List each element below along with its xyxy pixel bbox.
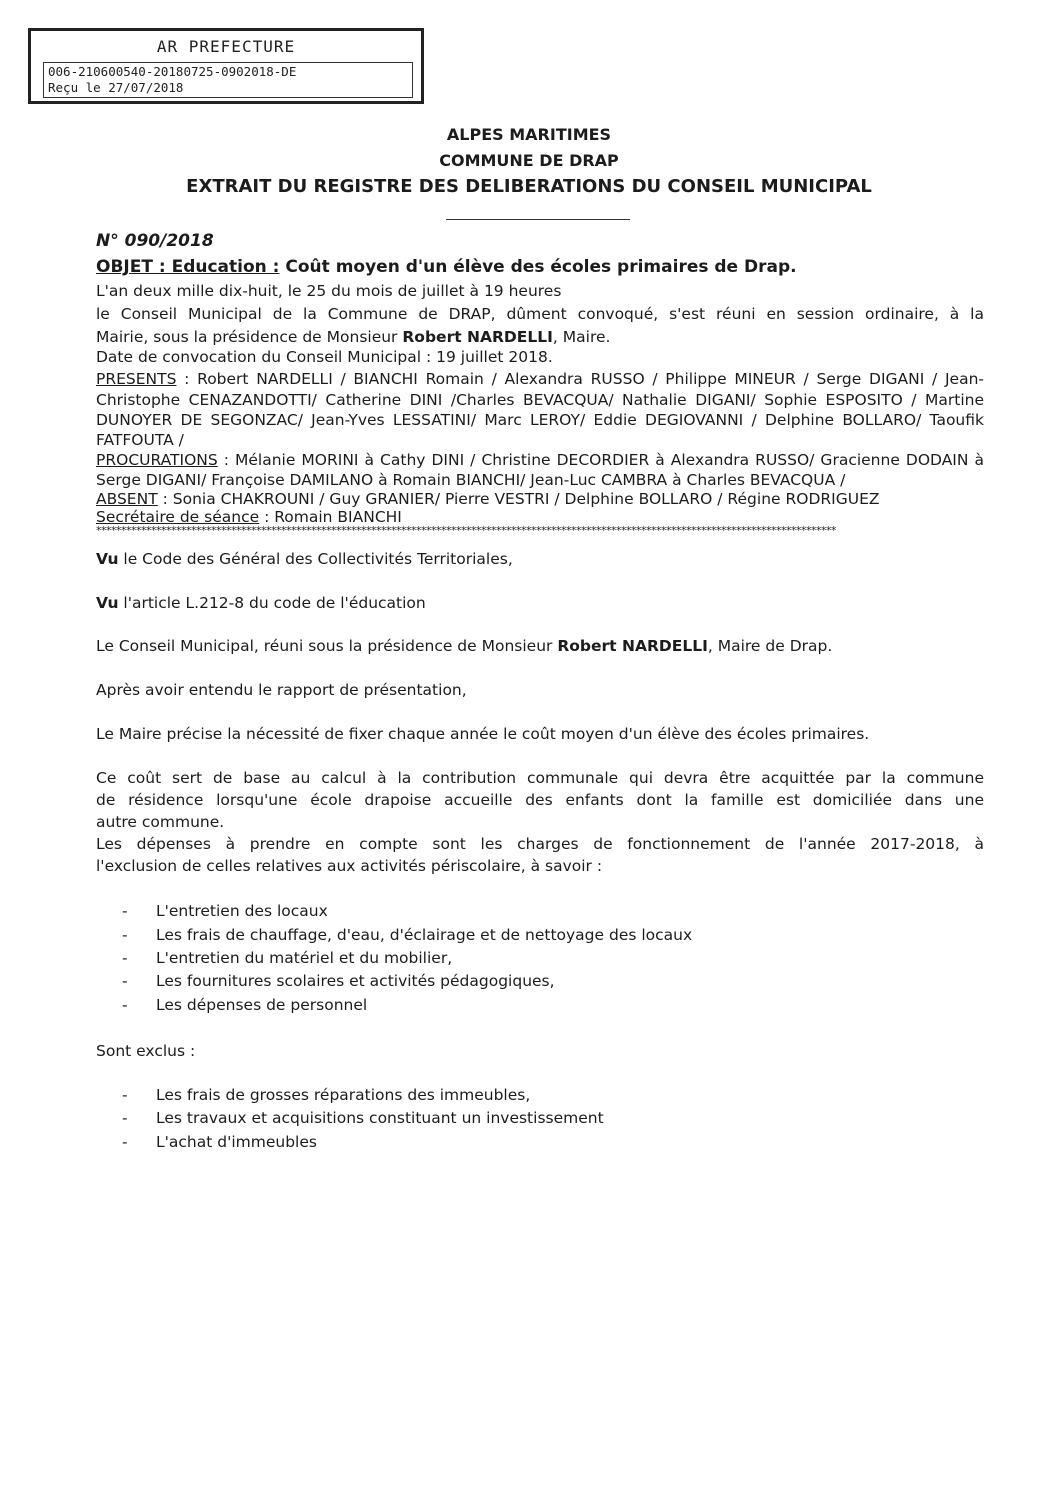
list-dash: - (122, 1109, 128, 1127)
presents-line-3: DUNOYER DE SEGONZAC/ Jean-Yves LESSATINI/ Marc LEROY/ Eddie DEGIOVANNI / Delphine BOLLARO/ Taoufik (96, 411, 984, 429)
intro-line-3-text: Mairie, sous la présidence de Monsieur (96, 328, 403, 346)
list-dash: - (122, 949, 128, 967)
separator-stars: **************************************************************************************************************************************************** (96, 524, 836, 537)
vu-text-2: l'article L.212-8 du code de l'éducation (118, 594, 426, 612)
vu-code-education (96, 594, 426, 612)
secretaire-text: : Romain BIANCHI (259, 508, 402, 526)
cout-line-1: Ce coût sert de base au calcul à la contribution communale qui devra être acquittée par la commune (96, 769, 984, 787)
list-dash: - (122, 1086, 128, 1104)
prefecture-stamp (28, 28, 424, 104)
secretaire-label: Secrétaire de séance (96, 508, 260, 526)
vu-label-1: Vu (96, 550, 119, 568)
department-heading: ALPES MARITIMES (446, 125, 612, 144)
absent-label: ABSENT (96, 490, 158, 508)
list-item: Les frais de grosses réparations des immeubles, (156, 1086, 531, 1104)
deliberation-object (96, 257, 797, 277)
mayor-name: Robert NARDELLI (402, 328, 553, 346)
sont-exclus-label: Sont exclus : (96, 1042, 196, 1060)
list-item: Les travaux et acquisitions constituant un investissement (156, 1109, 604, 1127)
presents-line-1 (96, 370, 984, 388)
title-underline (446, 219, 630, 220)
procurations-text-1: : Mélanie MORINI à Cathy DINI / Christine DECORDIER à Alexandra RUSSO/ Gracienne DODAIN à (217, 451, 984, 469)
stamp-ref: 006-210600540-20180725-0902018-DE (48, 64, 297, 79)
absent-text: : Sonia CHAKROUNI / Guy GRANIER/ Pierre VESTRI / Delphine BOLLARO / Régine RODRIGUEZ (157, 490, 880, 508)
list-item: Les dépenses de personnel (156, 996, 368, 1014)
list-dash: - (122, 972, 128, 990)
intro-line-1: L'an deux mille dix-huit, le 25 du mois de juillet à 19 heures (96, 282, 562, 300)
presents-label: PRESENTS (96, 370, 177, 388)
vu-text-1: le Code des Général des Collectivités Territoriales, (118, 550, 513, 568)
stamp-received: Reçu le 27/07/2018 (48, 80, 184, 95)
intro-line-2: le Conseil Municipal de la Commune de DRAP, dûment convoqué, s'est réuni en session ordinaire, à la (96, 305, 984, 323)
commune-heading: COMMUNE DE DRAP (439, 151, 619, 170)
cout-line-2: de résidence lorsqu'une école drapoise accueille des enfants dont la famille est domiciliée dans une (96, 791, 984, 809)
list-dash: - (122, 902, 128, 920)
rapport-line: Après avoir entendu le rapport de présentation, (96, 681, 467, 699)
depenses-line-2: l'exclusion de celles relatives aux activités périscolaire, à savoir : (96, 857, 603, 875)
deliberation-number: N° 090/2018 (96, 231, 214, 251)
intro-line-3 (96, 328, 610, 346)
maire-precise-line: Le Maire précise la nécessité de fixer chaque année le coût moyen d'un élève des écoles primaires. (96, 725, 870, 743)
convocation-date: Date de convocation du Conseil Municipal : 19 juillet 2018. (96, 348, 553, 366)
presents-line-4: FATFOUTA / (96, 431, 184, 449)
list-item: Les fournitures scolaires et activités pédagogiques, (156, 972, 555, 990)
object-label: OBJET : Education : (96, 257, 280, 277)
list-item: L'achat d'immeubles (156, 1133, 317, 1151)
vu-label-2: Vu (96, 594, 119, 612)
conseil-text: Le Conseil Municipal, réuni sous la présidence de Monsieur (96, 637, 558, 655)
list-dash: - (122, 1133, 128, 1151)
vu-code-collectivites (96, 550, 513, 568)
procurations-line-2: Serge DIGANI/ Françoise DAMILANO à Romain BIANCHI/ Jean-Luc CAMBRA à Charles BEVACQUA / (96, 471, 846, 489)
stamp-title: AR PREFECTURE (156, 37, 296, 56)
cout-line-3: autre commune. (96, 813, 225, 831)
object-text: Coût moyen d'un élève des écoles primaires de Drap. (279, 257, 797, 277)
stamp-reference-box (43, 62, 413, 98)
absent-line (96, 490, 880, 508)
presents-text-1: : Robert NARDELLI / BIANCHI Romain / Alexandra RUSSO / Philippe MINEUR / Serge DIGANI / Jean- (176, 370, 984, 388)
list-item: Les frais de chauffage, d'eau, d'éclairage et de nettoyage des locaux (156, 926, 693, 944)
list-item: L'entretien du matériel et du mobilier, (156, 949, 453, 967)
conseil-mayor-name: Robert NARDELLI (557, 637, 708, 655)
procurations-label: PROCURATIONS (96, 451, 218, 469)
conseil-presidence (96, 637, 832, 655)
procurations-line-1 (96, 451, 984, 469)
presents-line-2: Christophe CENAZANDOTTI/ Catherine DINI /Charles BEVACQUA/ Nathalie DIGANI/ Sophie ESPOSITO / Martine (96, 391, 984, 409)
intro-line-3-end: , Maire. (552, 328, 611, 346)
list-item: L'entretien des locaux (156, 902, 328, 920)
document-title: EXTRAIT DU REGISTRE DES DELIBERATIONS DU CONSEIL MUNICIPAL (186, 176, 872, 197)
list-dash: - (122, 926, 128, 944)
list-dash: - (122, 996, 128, 1014)
conseil-text-end: , Maire de Drap. (707, 637, 833, 655)
depenses-line-1: Les dépenses à prendre en compte sont les charges de fonctionnement de l'année 2017-2018, à (96, 835, 984, 853)
